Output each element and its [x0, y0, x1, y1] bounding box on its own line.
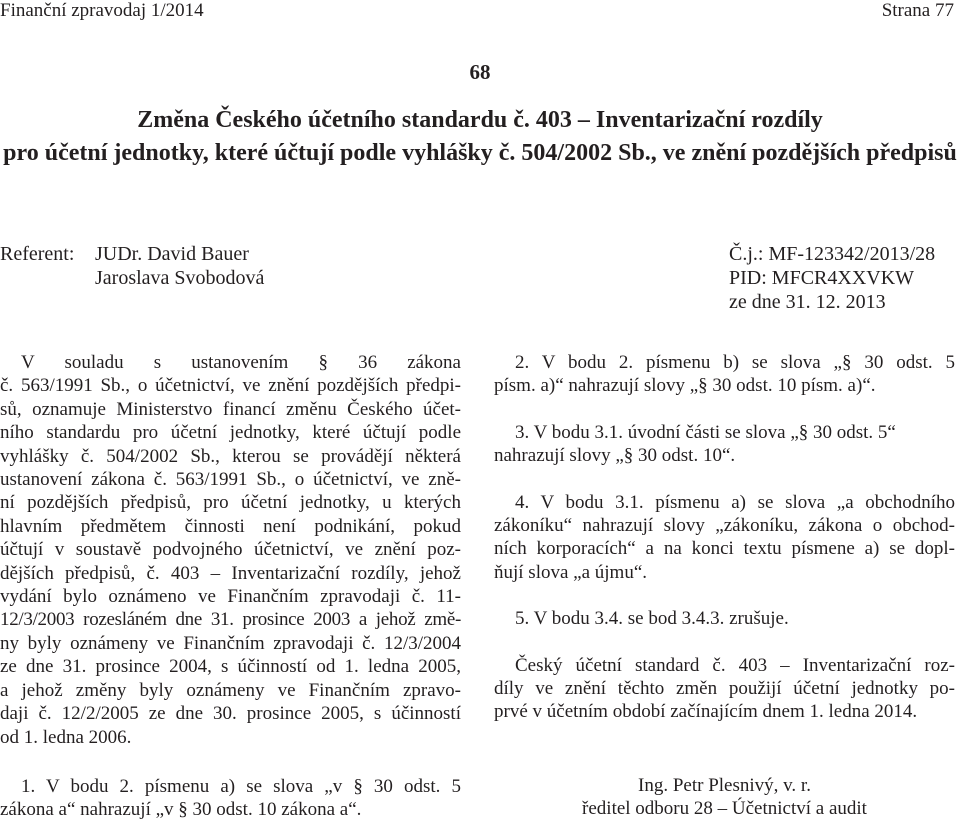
document-number: 68	[469, 60, 491, 84]
running-header-page: Strana 77	[881, 0, 954, 21]
paragraph-line: ustanovení zákona č. 563/1991 Sb., o účetnictví, ve zně-	[0, 469, 461, 491]
item-line: 4. V bodu 3.1. písmenu a) se slova „a obchodního	[515, 491, 955, 513]
paragraph-line: od 1. ledna 2006.	[0, 726, 132, 748]
intro-paragraph	[0, 351, 461, 749]
paragraph-line: sů, oznamuje Ministerstvo financí změnu Českého účet-	[0, 398, 461, 420]
left-column	[0, 351, 461, 749]
document-date: ze dne 31. 12. 2013	[729, 291, 886, 313]
referent-label: Referent:	[0, 243, 75, 265]
running-header-left: Finanční zpravodaj 1/2014	[0, 0, 204, 21]
referent-name-1: JUDr. David Bauer	[95, 243, 249, 265]
signature-title: ředitel odboru 28 – Účetnictví a audit	[582, 798, 867, 819]
item-line: písm. a)“ nahrazují slovy „§ 30 odst. 10 písm. a)“.	[494, 375, 876, 397]
paragraph-line: účtují v soustavě podvojného účetnictví, ve znění poz-	[0, 539, 461, 561]
paragraph-line: vyhlášky č. 504/2002 Sb., kterou se provádějí některá	[0, 445, 461, 467]
reference-number: Č.j.: MF-123342/2013/28	[729, 243, 936, 265]
right-column	[494, 351, 955, 724]
closing-paragraph	[494, 654, 955, 724]
document-title-line-2: pro účetní jednotky, které účtují podle vyhlášky č. 504/2002 Sb., ve znění pozdějších předpisů	[3, 140, 957, 166]
document-title-line-1: Změna Českého účetního standardu č. 403 – Inventarizační rozdíly	[137, 107, 823, 133]
paragraph-line: 12/3/2003 rozesláném dne 31. prosince 2003 a jehož změ-	[0, 609, 461, 631]
amendment-item-2	[494, 351, 955, 398]
paragraph-line: ze dne 31. prosince 2004, s účinností od 1. ledna 2005,	[0, 656, 461, 678]
paragraph-line: hlavním předmětem činnosti není podnikání, pokud	[0, 515, 461, 537]
paragraph-line: díly ve znění těchto změn použijí účetní jednotky po-	[494, 678, 955, 700]
amendment-item-1	[0, 775, 461, 822]
item-line: 1. V bodu 2. písmenu a) se slova „v § 30 odst. 5	[21, 776, 461, 797]
item-line: 3. V bodu 3.1. úvodní části se slova „§ 30 odst. 5“	[515, 421, 896, 443]
item-line: 2. V bodu 2. písmenu b) se slova „§ 30 odst. 5	[515, 352, 955, 373]
paragraph-line: vydání bylo oznámeno ve Finančním zpravodaji č. 11-	[0, 586, 461, 608]
referent-name-2: Jaroslava Svobodová	[95, 267, 265, 289]
item-line: nahrazují slovy „§ 30 odst. 10“.	[494, 445, 736, 467]
paragraph-line: ní pozdějších předpisů, pro účetní jednotky, u kterých	[0, 492, 461, 514]
paragraph-line: Český účetní standard č. 403 – Inventarizační roz-	[515, 654, 955, 676]
paragraph-line: dějších předpisů, č. 403 – Inventarizační rozdíly, jehož	[0, 562, 461, 584]
paragraph-line: ního standardu pro účetní jednotky, které účtují podle	[0, 422, 461, 444]
signature-name: Ing. Petr Plesnivý, v. r.	[638, 775, 811, 796]
amendment-item-4	[494, 491, 955, 585]
item-line: zákoníku“ nahrazují slovy „zákoníku, zákona o obchod-	[494, 515, 955, 537]
paragraph-line: č. 563/1991 Sb., o účetnictví, ve znění pozdějších předpi-	[0, 375, 461, 397]
amendment-item-3	[494, 421, 955, 468]
item-line: zákona a“ nahrazují „v § 30 odst. 10 zákona a“.	[0, 799, 362, 821]
item-line: ních korporacích“ a na konci textu písmene a) se dopl-	[494, 538, 955, 560]
paragraph-line: ny byly oznámeny ve Finančním zpravodaji č. 12/3/2004	[0, 632, 461, 654]
paragraph-line: a jehož změny byly oznámeny ve Finančním zpravo-	[0, 679, 461, 701]
pid-number: PID: MFCR4XXVKW	[729, 267, 915, 289]
amendment-item-5: 5. V bodu 3.4. se bod 3.4.3. zrušuje.	[515, 608, 789, 630]
item-line: ňují slova „a újmu“.	[494, 561, 648, 583]
paragraph-line: V souladu s ustanovením § 36 zákona	[21, 352, 461, 373]
paragraph-line: prvé v účetním období začínajícím dnem 1. ledna 2014.	[494, 701, 918, 723]
paragraph-line: daji č. 12/2/2005 ze dne 30. prosince 2005, s účinností	[0, 703, 461, 725]
